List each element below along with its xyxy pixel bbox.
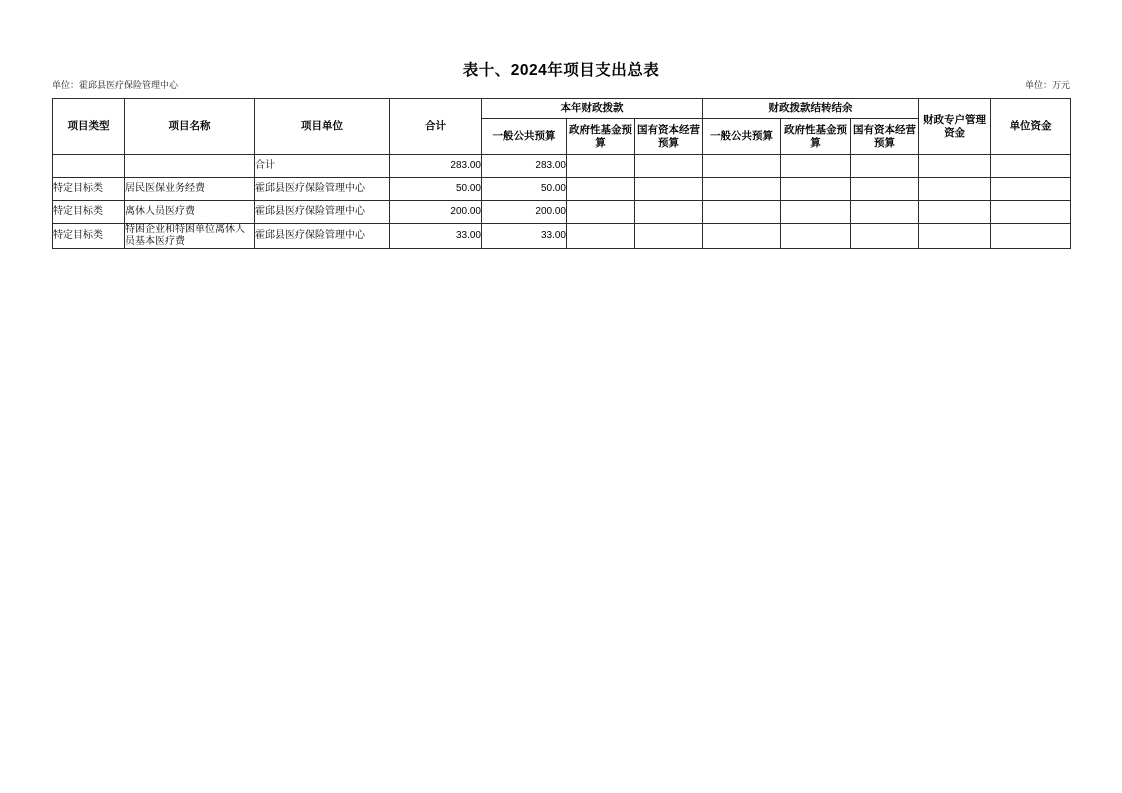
cell-cy-state-capital [635, 155, 703, 178]
cell-cy-gov-fund [567, 201, 635, 224]
cell-co-gov-fund [781, 201, 851, 224]
col-header-cy-state-capital: 国有资本经营预算 [635, 119, 703, 155]
cell-unit-fund [991, 224, 1071, 249]
cell-total: 33.00 [390, 224, 482, 249]
cell-special-account-fund [919, 201, 991, 224]
cell-unit-fund [991, 155, 1071, 178]
cell-project-unit: 合计 [255, 155, 390, 178]
cell-co-general-public [703, 224, 781, 249]
cell-special-account-fund [919, 155, 991, 178]
col-header-co-general-public: 一般公共预算 [703, 119, 781, 155]
cell-project-type: 特定目标类 [53, 201, 125, 224]
col-header-project-unit: 项目单位 [255, 99, 390, 155]
cell-project-type: 特定目标类 [53, 224, 125, 249]
cell-project-type: 特定目标类 [53, 178, 125, 201]
cell-cy-gov-fund [567, 178, 635, 201]
table-row [53, 224, 1071, 249]
cell-cy-general-public: 33.00 [482, 224, 567, 249]
cell-total: 50.00 [390, 178, 482, 201]
cell-project-unit: 霍邱县医疗保险管理中心 [255, 224, 390, 249]
cell-co-general-public [703, 155, 781, 178]
cell-cy-state-capital [635, 224, 703, 249]
cell-co-gov-fund [781, 224, 851, 249]
col-header-co-gov-fund: 政府性基金预算 [781, 119, 851, 155]
cell-project-name: 离休人员医疗费 [125, 201, 255, 224]
col-header-cy-general-public: 一般公共预算 [482, 119, 567, 155]
cell-project-name [125, 155, 255, 178]
cell-cy-gov-fund [567, 155, 635, 178]
cell-project-name: 特困企业和特困单位离休人员基本医疗费 [125, 224, 255, 249]
cell-project-unit: 霍邱县医疗保险管理中心 [255, 178, 390, 201]
cell-unit-fund [991, 178, 1071, 201]
col-header-group-carryover: 财政拨款结转结余 [703, 99, 919, 119]
cell-co-state-capital [851, 224, 919, 249]
col-header-group-current-year: 本年财政拨款 [482, 99, 703, 119]
col-header-project-type: 项目类型 [53, 99, 125, 155]
cell-cy-gov-fund [567, 224, 635, 249]
cell-special-account-fund [919, 178, 991, 201]
table-row [53, 201, 1071, 224]
cell-project-type [53, 155, 125, 178]
table-row [53, 178, 1071, 201]
col-header-special-account-fund: 财政专户管理资金 [919, 99, 991, 155]
cell-co-gov-fund [781, 155, 851, 178]
table-row [53, 155, 1071, 178]
cell-co-general-public [703, 178, 781, 201]
cell-special-account-fund [919, 224, 991, 249]
unit-label-right: 单位：万元 [1024, 80, 1070, 90]
col-header-unit-fund: 单位资金 [991, 99, 1071, 155]
project-expenditure-table [52, 98, 1071, 249]
cell-co-state-capital [851, 178, 919, 201]
cell-cy-general-public: 50.00 [482, 178, 567, 201]
cell-co-gov-fund [781, 178, 851, 201]
cell-project-unit: 霍邱县医疗保险管理中心 [255, 201, 390, 224]
cell-cy-general-public: 283.00 [482, 155, 567, 178]
cell-cy-state-capital [635, 201, 703, 224]
cell-co-state-capital [851, 201, 919, 224]
cell-cy-state-capital [635, 178, 703, 201]
col-header-project-name: 项目名称 [125, 99, 255, 155]
unit-label-left: 单位：霍邱县医疗保险管理中心 [52, 80, 179, 90]
cell-cy-general-public: 200.00 [482, 201, 567, 224]
col-header-total: 合计 [390, 99, 482, 155]
col-header-cy-gov-fund: 政府性基金预算 [567, 119, 635, 155]
cell-unit-fund [991, 201, 1071, 224]
cell-project-name: 居民医保业务经费 [125, 178, 255, 201]
cell-total: 200.00 [390, 201, 482, 224]
page-title: 表十、2024年项目支出总表 [462, 62, 660, 79]
cell-total: 283.00 [390, 155, 482, 178]
col-header-co-state-capital: 国有资本经营预算 [851, 119, 919, 155]
cell-co-general-public [703, 201, 781, 224]
cell-co-state-capital [851, 155, 919, 178]
